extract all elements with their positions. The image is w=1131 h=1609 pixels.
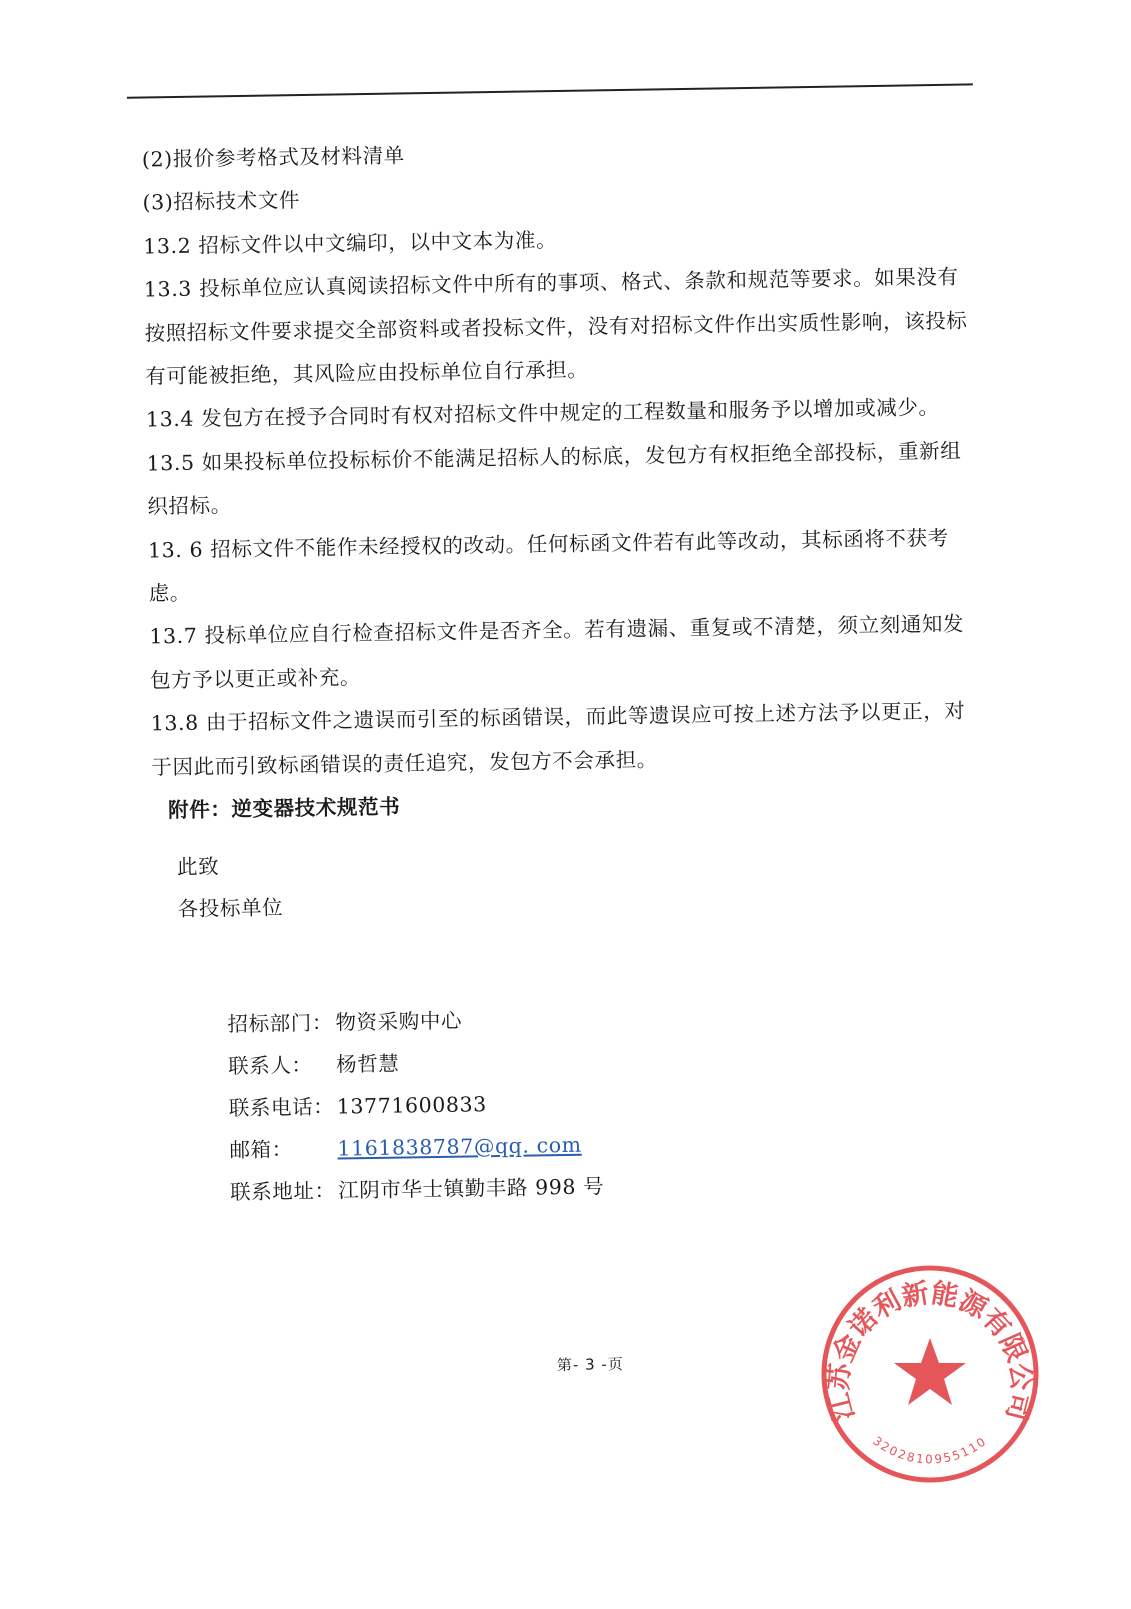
clause-13-4: 13.4 发包方在授予合同时有权对招标文件中规定的工程数量和服务予以增加或减少。 xyxy=(145,395,940,432)
page-number: 第- 3 -页 xyxy=(556,1355,624,1375)
seal-star-icon xyxy=(894,1338,966,1405)
contact-address-row xyxy=(230,1165,605,1213)
phone-value: 13771600833 xyxy=(336,1092,488,1119)
clause-13-7: 13.7 投标单位应自行检查招标文件是否齐全。若有遗漏、重复或不清楚，须立刻通知发包方予以更正或补充。 xyxy=(149,612,965,693)
clause-13-5: 13.5 如果投标单位投标标价不能满足招标人的标底，发包方有权拒绝全部投标，重新组织招标。 xyxy=(146,438,962,519)
dept-label: 招标部门： xyxy=(227,1010,334,1037)
dept-value: 物资采购中心 xyxy=(335,1008,463,1035)
clause-13-8: 13.8 由于招标文件之遗误而引至的标函错误，而此等遗误应可按上述方法予以更正，对于因此而引致标函错误的责任追究，发包方不会承担。 xyxy=(150,698,966,780)
clause-13-2: 13.2 招标文件以中文编印，以中文本为准。 xyxy=(143,227,558,259)
clause-13-3: 13.3 投标单位应认真阅读招标文件中所有的事项、格式、条款和规范等要求。如果没有按照招标文件要求提交全部资料或者投标文件，没有对招标文件作出实质性影响，该投标有可能被拒绝，其风险应由投标单位自行承担。 xyxy=(143,264,968,389)
contact-person-row xyxy=(228,1039,603,1087)
phone-label: 联系电话： xyxy=(228,1094,335,1121)
person-label: 联系人： xyxy=(227,1052,313,1079)
contact-phone-row xyxy=(228,1081,603,1129)
seal-code: 3202810955110 xyxy=(870,1433,990,1467)
item-quote-format: (2)报价参考格式及材料清单 xyxy=(141,143,405,172)
body-text xyxy=(142,125,983,832)
address-value: 江阴市华士镇勤丰路 998 号 xyxy=(337,1174,605,1203)
salutation xyxy=(177,844,284,930)
email-link[interactable]: 1161838787@qq. com xyxy=(337,1132,582,1161)
salutation-line-1: 此致 xyxy=(176,854,220,880)
attachment-line: 附件：逆变器技术规范书 xyxy=(167,794,401,823)
header-rule xyxy=(127,83,973,98)
salutation-line-2: 各投标单位 xyxy=(177,895,284,922)
company-seal-icon xyxy=(818,1262,1042,1486)
clause-13-6: 13. 6 招标文件不能作未经授权的改动。任何标函文件若有此等改动，其标函将不获考虑。 xyxy=(147,525,949,606)
seal-company-name: 江苏金诺利新能源有限公司 xyxy=(823,1277,1037,1424)
item-technical-docs: (3)招标技术文件 xyxy=(142,188,301,215)
address-label: 联系地址： xyxy=(229,1178,336,1205)
email-label: 邮箱： xyxy=(229,1137,293,1163)
contact-block xyxy=(227,997,604,1213)
person-value: 杨哲慧 xyxy=(335,1051,400,1077)
contact-email-row xyxy=(229,1123,604,1171)
contact-dept-row xyxy=(227,997,602,1045)
